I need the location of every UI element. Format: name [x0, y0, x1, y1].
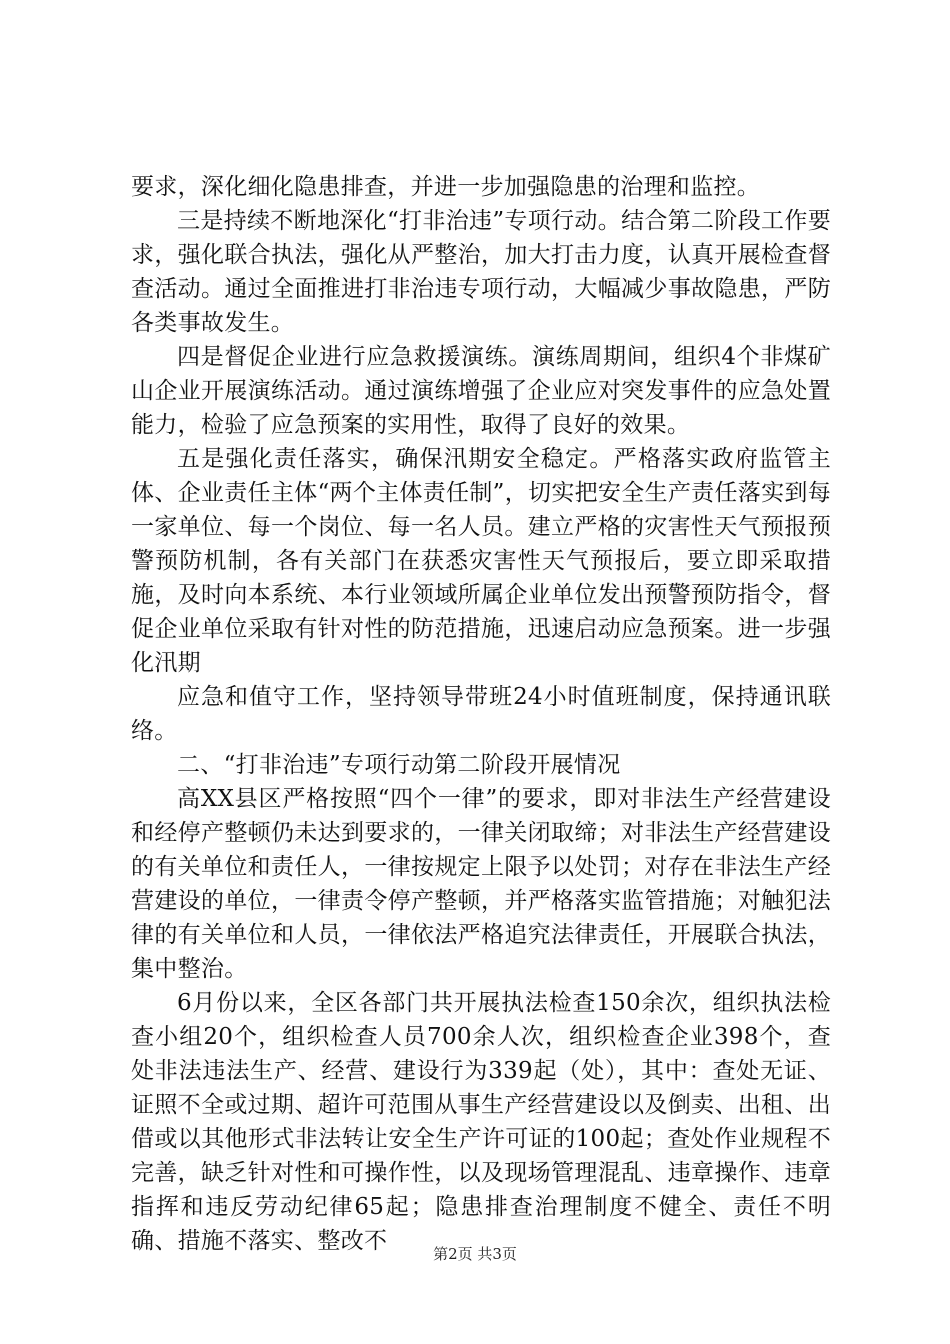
page-number-footer: 第2页 共3页	[433, 1245, 517, 1263]
paragraph-6: 高XX县区严格按照“四个一律”的要求，即对非法生产经营建设和经停产整顿仍未达到要求的，一律关闭取缔；对非法生产经营建设的有关单位和责任人，一律按规定上限予以处罚；对存在非法生产经营建设的单位，一律责令停产整顿，并严格落实监管措施；对触犯法律的有关单位和人员，一律依法严格追究法律责任，开展联合执法，集中整治。	[131, 786, 831, 982]
document-body	[131, 170, 831, 1258]
paragraph-2: 三是持续不断地深化“打非治违”专项行动。结合第二阶段工作要求，强化联合执法，强化从严整治，加大打击力度，认真开展检查督查活动。通过全面推进打非治违专项行动，大幅减少事故隐患，严防各类事故发生。	[131, 208, 831, 336]
paragraph-3: 四是督促企业进行应急救援演练。演练周期间，组织4个非煤矿山企业开展演练活动。通过演练增强了企业应对突发事件的应急处置能力，检验了应急预案的实用性，取得了良好的效果。	[131, 344, 831, 438]
paragraph-4: 五是强化责任落实，确保汛期安全稳定。严格落实政府监管主体、企业责任主体“两个主体责任制”，切实把安全生产责任落实到每一家单位、每一个岗位、每一名人员。建立严格的灾害性天气预报预警预防机制，各有关部门在获悉灾害性天气预报后，要立即采取措施，及时向本系统、本行业领域所属企业单位发出预警预防指令，督促企业单位采取有针对性的防范措施，迅速启动应急预案。进一步强化汛期	[131, 446, 831, 676]
section-heading: 二、“打非治违”专项行动第二阶段开展情况	[177, 752, 621, 778]
paragraph-7: 6月份以来，全区各部门共开展执法检查150余次，组织执法检查小组20个，组织检查人员700余人次，组织检查企业398个，查处非法违法生产、经营、建设行为339起（处），其中：查处无证、证照不全或过期、超许可范围从事生产经营建设以及倒卖、出租、出借或以其他形式非法转让安全生产许可证的100起；查处作业规程不完善，缺乏针对性和可操作性，以及现场管理混乱、违章操作、违章指挥和违反劳动纪律65起；隐患排查治理制度不健全、责任不明确、措施不落实、整改不	[131, 990, 831, 1254]
paragraph-5: 应急和值守工作，坚持领导带班24小时值班制度，保持通讯联络。	[131, 684, 831, 744]
paragraph-1: 要求，深化细化隐患排查，并进一步加强隐患的治理和监控。	[131, 174, 761, 200]
